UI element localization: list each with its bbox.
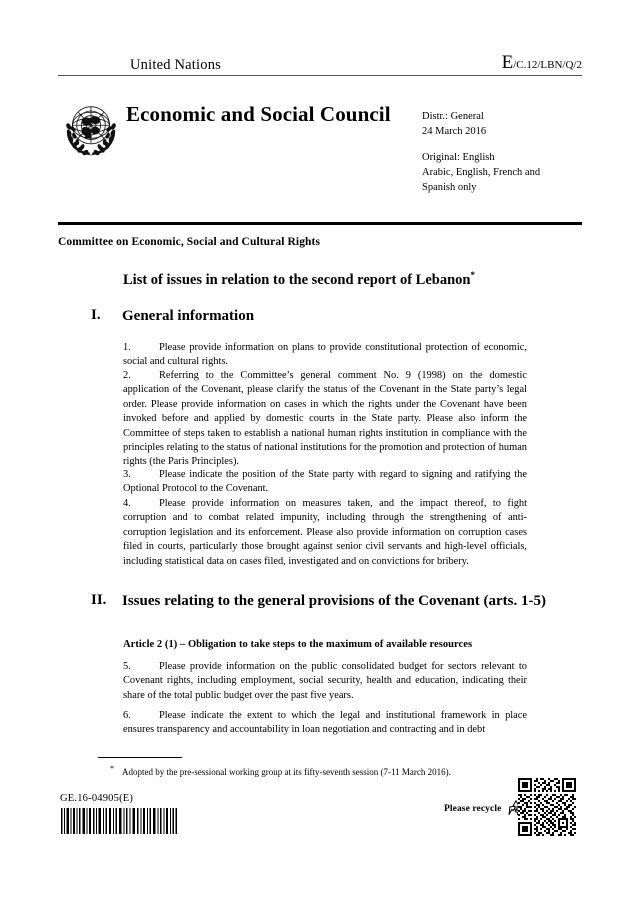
section-title: Issues relating to the general provisions of the Covenant (arts. 1-5): [122, 593, 547, 609]
paragraph-number: 3.: [123, 469, 131, 480]
masthead: [58, 50, 582, 196]
section-title: General information: [122, 308, 255, 324]
footnote-marker: *: [110, 764, 114, 773]
distribution-spacer: [422, 140, 540, 151]
section-heading-general-provisions: [91, 592, 561, 612]
section-heading-general-information: [91, 307, 561, 327]
languages-line-1: Arabic, English, French and: [422, 166, 541, 178]
paragraph-number: 2.: [123, 370, 131, 381]
section-numeral: I.: [91, 307, 101, 323]
paragraph-number: 1.: [123, 342, 131, 353]
paragraph-text: Please provide information on the public consolidated budget for sectors relevant to Covenant rights, including employment, social security, health and education, indicating their share of the total public budget over the past five years.: [123, 661, 527, 701]
recycle-label: Please recycle: [444, 804, 502, 814]
page-title: [123, 270, 583, 289]
page-title-text: List of issues in relation to the second report of Lebanon: [123, 271, 471, 288]
distribution-line: Distr.: General: [422, 111, 484, 122]
barcode: [60, 808, 178, 834]
paragraph-text: Please indicate the position of the State party with regard to signing and ratifying the Optional Protocol to the Covenant.: [123, 469, 527, 495]
document-symbol-suffix: /C.12/LBN/Q/2: [513, 59, 582, 71]
document-symbol-prefix: E: [501, 52, 514, 73]
paragraph-3: [123, 468, 527, 497]
paragraph-4: [123, 497, 527, 569]
job-number: GE.16-04905(E): [60, 793, 134, 804]
paragraph-text: Referring to the Committee’s general comment No. 9 (1998) on the domestic application of the Covenant, please clarify the status of the Covenant in the State party’s legal order. Please provide information on cases in which the rights under the Covenant have been invoked before and applied by domestic courts in the State party. Please also inform the Committee of steps taken to establish a national human rights institution in compliance with the principles relating to the status of national institutions for the promotion and protection of human rights (the Paris Principles).: [123, 370, 528, 468]
qr-code: [518, 778, 576, 836]
article-subheading: Article 2 (1) – Obligation to take steps to the maximum of available resources: [123, 639, 473, 650]
recycle-notice: [444, 798, 527, 820]
masthead-top-row: [58, 50, 582, 72]
paragraph-2: [123, 369, 527, 470]
organ-title: Economic and Social Council: [126, 102, 391, 126]
paragraph-1: [123, 341, 527, 370]
paragraph-text: Please indicate the extent to which the legal and institutional framework in place ensures transparency and accountability in loan negotiation and contracting and in debt: [123, 710, 527, 736]
original-language: Original: English: [422, 151, 495, 163]
paragraph-number: 6.: [123, 710, 131, 721]
section-numeral: II.: [91, 592, 107, 608]
committee-name: Committee on Economic, Social and Cultural Rights: [58, 236, 321, 248]
languages-line-2: Spanish only: [422, 181, 477, 193]
organization-name: United Nations: [130, 56, 221, 73]
section-divider: [58, 222, 582, 225]
paragraph-5: [123, 660, 527, 703]
paragraph-text: Please provide information on plans to provide constitutional protection of economic, social and cultural rights.: [123, 342, 527, 368]
footnote: [110, 763, 550, 779]
document-symbol: [502, 53, 582, 72]
paragraph-number: 5.: [123, 661, 131, 672]
paragraph-text: Please provide information on measures taken, and the impact thereof, to fight corruption and to combat related impunity, including through the strengthening of anti-corruption legislation and its enforcement. Please also provide information on corruption cases filed in courts, particularly those brought against senior civil servants and high-level officials, including statistical data on cases filed, investigated and on convictions for bribery.: [123, 498, 527, 567]
masthead-body: [58, 76, 582, 196]
paragraph-6: [123, 709, 527, 738]
footnote-text: Adopted by the pre-sessional working group at its fifty-seventh session (7-11 March 2016).: [122, 767, 451, 777]
footnote-divider: [98, 757, 182, 758]
un-emblem-icon: [60, 98, 122, 160]
distribution-block: [422, 110, 540, 196]
document-date: 24 March 2016: [422, 125, 487, 137]
title-footnote-marker: *: [470, 270, 475, 280]
paragraph-number: 4.: [123, 498, 131, 509]
